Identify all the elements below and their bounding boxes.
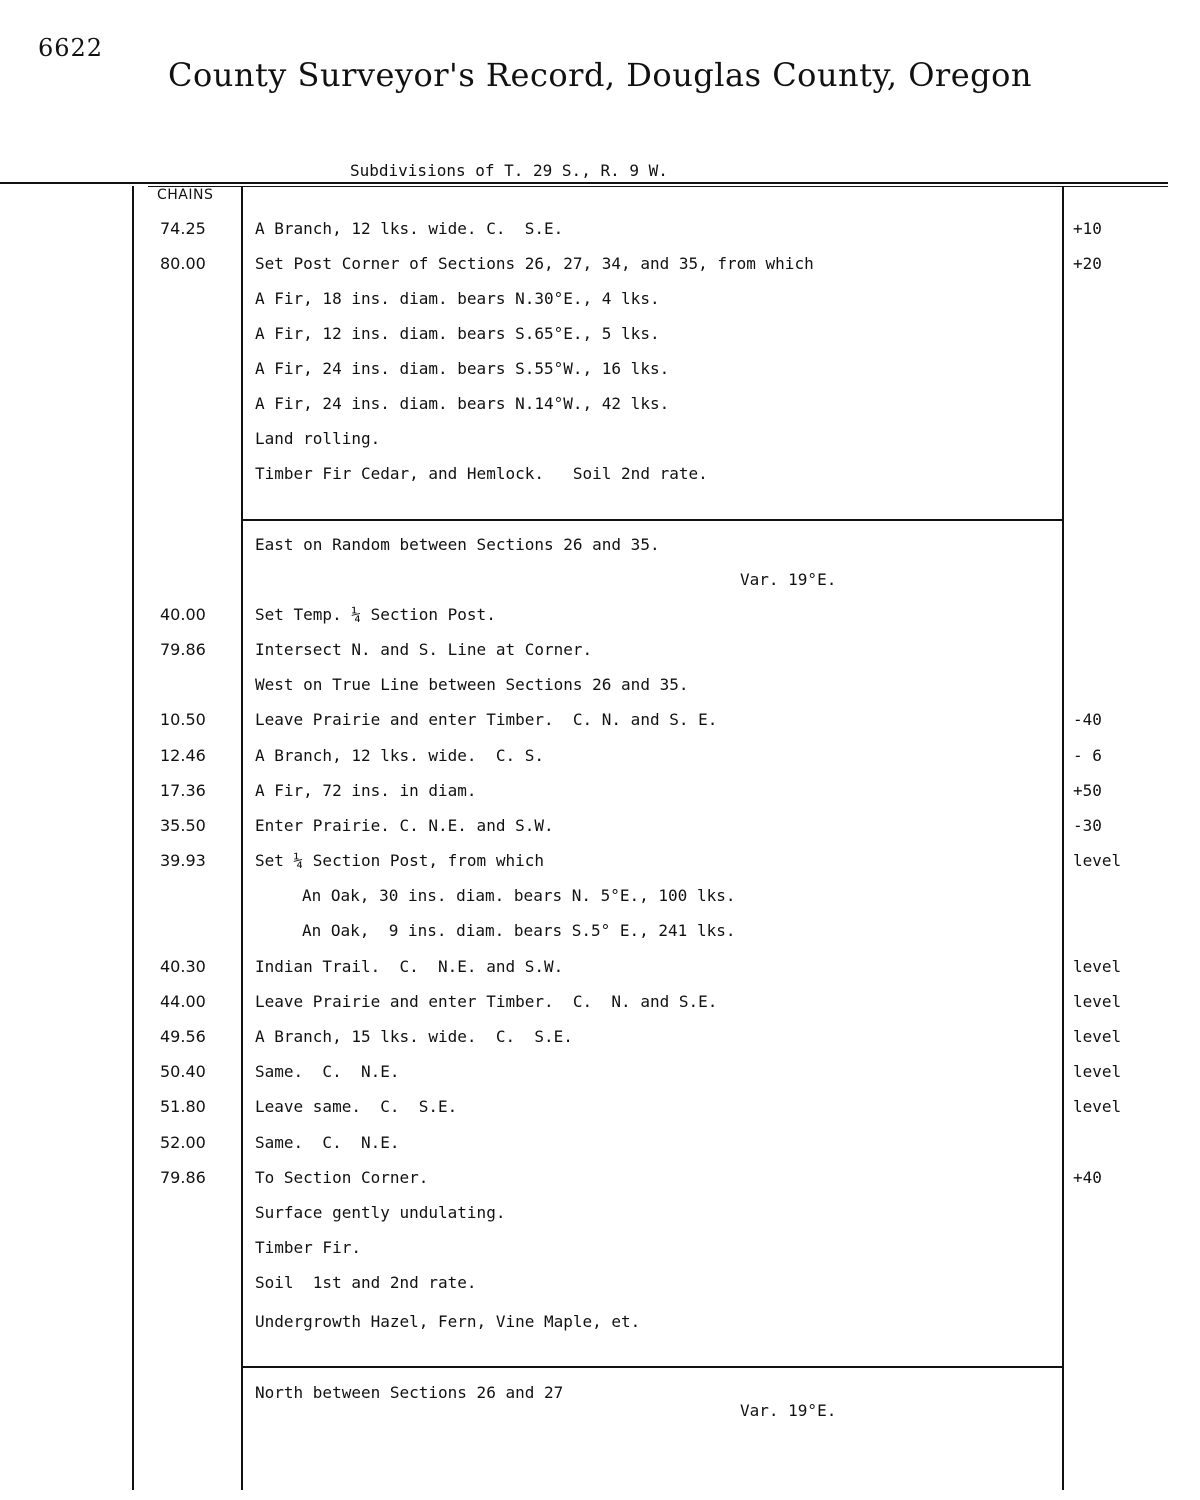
survey-row	[0, 992, 1200, 1022]
survey-row	[0, 1062, 1200, 1092]
survey-row	[0, 1168, 1200, 1198]
survey-note: Set ¼ Section Post, from which	[255, 851, 544, 870]
section-divider-2	[243, 1366, 1064, 1368]
survey-note: Same. C. N.E.	[255, 1062, 400, 1081]
survey-note: Same. C. N.E.	[255, 1133, 400, 1152]
survey-note: Leave Prairie and enter Timber. C. N. and S.E.	[255, 992, 718, 1011]
elevation-change: level	[1073, 957, 1122, 976]
elevation-change: level	[1073, 1027, 1122, 1046]
survey-row	[0, 605, 1200, 635]
chain-distance: 79.86	[160, 1168, 206, 1187]
chain-distance: 80.00	[160, 254, 206, 273]
elevation-change: - 6	[1073, 746, 1102, 765]
chain-distance: 79.86	[160, 640, 206, 659]
survey-note: A Fir, 18 ins. diam. bears N.30°E., 4 lks.	[255, 289, 660, 308]
survey-note: Intersect N. and S. Line at Corner.	[255, 640, 593, 659]
chain-distance: 44.00	[160, 992, 206, 1011]
section-divider-1	[243, 519, 1064, 521]
elevation-change: level	[1073, 1062, 1122, 1081]
survey-row	[0, 746, 1200, 776]
elevation-change: -30	[1073, 816, 1102, 835]
elevation-change: -40	[1073, 710, 1102, 729]
survey-row	[0, 1238, 1200, 1268]
chain-distance: 39.93	[160, 851, 206, 870]
survey-row	[0, 1273, 1200, 1303]
survey-note: Var. 19°E.	[740, 1401, 837, 1420]
header-rule-bottom	[148, 186, 1168, 187]
elevation-change: +20	[1073, 254, 1102, 273]
survey-note: To Section Corner.	[255, 1168, 429, 1187]
survey-note: A Fir, 24 ins. diam. bears S.55°W., 16 lks.	[255, 359, 670, 378]
document-title: County Surveyor's Record, Douglas County, Oregon	[167, 56, 1033, 94]
survey-row	[0, 219, 1200, 249]
survey-row	[0, 359, 1200, 389]
survey-row	[0, 570, 1200, 600]
survey-row	[0, 535, 1200, 565]
survey-note: A Fir, 12 ins. diam. bears S.65°E., 5 lks.	[255, 324, 660, 343]
header-rule-top	[0, 182, 1168, 184]
survey-note: West on True Line between Sections 26 and 35.	[255, 675, 689, 694]
survey-row	[0, 1133, 1200, 1163]
survey-note: An Oak, 30 ins. diam. bears N. 5°E., 100 lks.	[302, 886, 736, 905]
survey-row	[0, 640, 1200, 670]
chain-distance: 17.36	[160, 781, 206, 800]
chain-distance: 35.50	[160, 816, 206, 835]
survey-note: An Oak, 9 ins. diam. bears S.5° E., 241 lks.	[302, 921, 736, 940]
survey-note: Timber Fir Cedar, and Hemlock. Soil 2nd rate.	[255, 464, 708, 483]
chains-header: CHAINS	[157, 187, 214, 203]
chain-distance: 74.25	[160, 219, 206, 238]
chain-distance: 50.40	[160, 1062, 206, 1081]
survey-note: Indian Trail. C. N.E. and S.W.	[255, 957, 564, 976]
survey-note: A Branch, 12 lks. wide. C. S.	[255, 746, 544, 765]
survey-note: East on Random between Sections 26 and 35.	[255, 535, 660, 554]
survey-row	[0, 710, 1200, 740]
survey-row	[0, 324, 1200, 354]
chain-distance: 49.56	[160, 1027, 206, 1046]
survey-note: North between Sections 26 and 27	[255, 1383, 564, 1402]
survey-note: A Fir, 24 ins. diam. bears N.14°W., 42 lks.	[255, 394, 670, 413]
survey-row	[0, 816, 1200, 846]
survey-row	[0, 429, 1200, 459]
survey-note: Surface gently undulating.	[255, 1203, 506, 1222]
survey-row	[0, 781, 1200, 811]
survey-row	[0, 1097, 1200, 1127]
survey-note: Soil 1st and 2nd rate.	[255, 1273, 477, 1292]
survey-note: Leave same. C. S.E.	[255, 1097, 458, 1116]
survey-row	[0, 394, 1200, 424]
survey-note: Undergrowth Hazel, Fern, Vine Maple, et.	[255, 1312, 641, 1331]
survey-row	[0, 921, 1200, 951]
elevation-change: +50	[1073, 781, 1102, 800]
elevation-change: level	[1073, 1097, 1122, 1116]
chain-distance: 12.46	[160, 746, 206, 765]
survey-row	[0, 886, 1200, 916]
survey-note: Enter Prairie. C. N.E. and S.W.	[255, 816, 554, 835]
survey-row	[0, 675, 1200, 705]
survey-row	[0, 1401, 1200, 1431]
survey-note: Timber Fir.	[255, 1238, 361, 1257]
chain-distance: 40.00	[160, 605, 206, 624]
subtitle: Subdivisions of T. 29 S., R. 9 W.	[350, 161, 668, 180]
survey-note: Set Post Corner of Sections 26, 27, 34, and 35, from which	[255, 254, 814, 273]
survey-row	[0, 289, 1200, 319]
survey-row	[0, 957, 1200, 987]
survey-note: Land rolling.	[255, 429, 381, 448]
survey-note: Set Temp. ¼ Section Post.	[255, 605, 496, 624]
survey-row	[0, 464, 1200, 494]
chain-distance: 51.80	[160, 1097, 206, 1116]
survey-row	[0, 1203, 1200, 1233]
survey-row	[0, 254, 1200, 284]
survey-note: Leave Prairie and enter Timber. C. N. and S. E.	[255, 710, 718, 729]
survey-note: A Branch, 15 lks. wide. C. S.E.	[255, 1027, 573, 1046]
survey-note: A Branch, 12 lks. wide. C. S.E.	[255, 219, 564, 238]
chain-distance: 40.30	[160, 957, 206, 976]
survey-note: Var. 19°E.	[740, 570, 837, 589]
elevation-change: +10	[1073, 219, 1102, 238]
elevation-change: level	[1073, 851, 1122, 870]
survey-row	[0, 1027, 1200, 1057]
elevation-change: level	[1073, 992, 1122, 1011]
survey-note: A Fir, 72 ins. in diam.	[255, 781, 477, 800]
elevation-change: +40	[1073, 1168, 1102, 1187]
chain-distance: 52.00	[160, 1133, 206, 1152]
survey-row	[0, 1312, 1200, 1342]
survey-row	[0, 851, 1200, 881]
chain-distance: 10.50	[160, 710, 206, 729]
page-number: 6622	[38, 34, 104, 62]
